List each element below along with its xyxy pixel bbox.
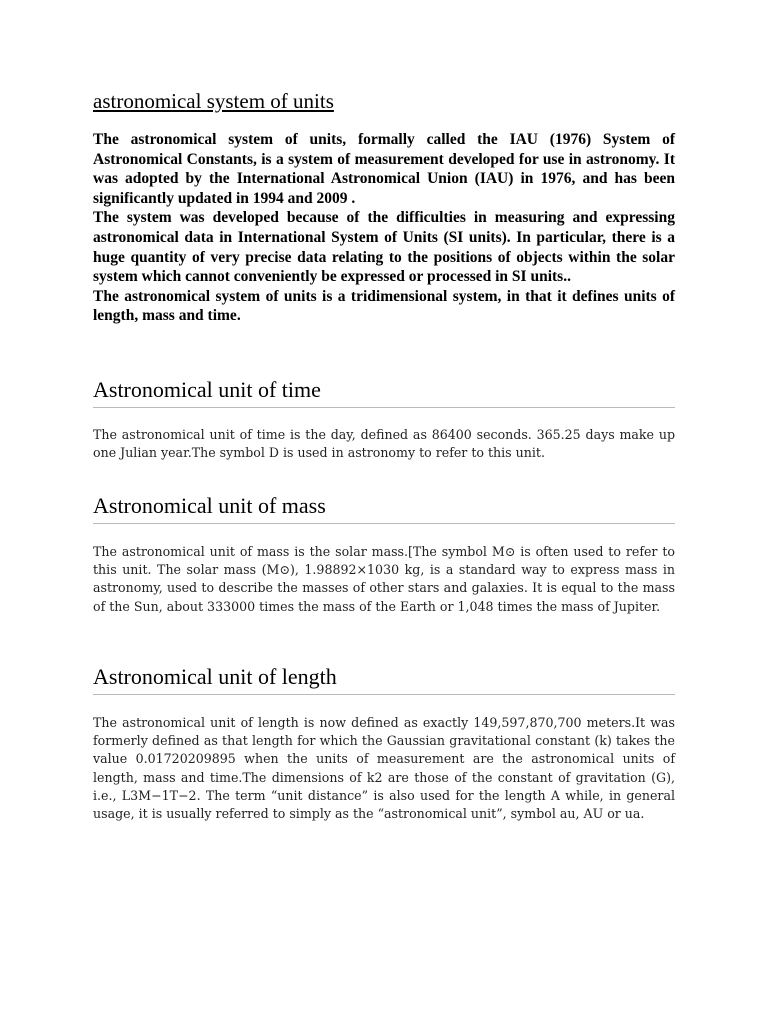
section-body-mass: The astronomical unit of mass is the solar mass.[The symbol M⊙ is often used to refer to this unit. The solar mass (M⊙), 1.98892×1030 kg, is a standard way to express mass in astronomy, used to describe the masses of other stars and galaxies. It is equal to the mass of the Sun, about 333000 times the mass of the Earth or 1,048 times the mass of Jupiter. [93,544,675,614]
intro-paragraph: The system was developed because of the difficulties in measuring and expressing astronomical data in International System of Units (SI units). In particular, there is a huge quantity of very precise data relating to the positions of objects within the solar system which cannot conveniently be expressed or processed in SI units.. [93,209,675,286]
intro-paragraph: The astronomical system of units, formally called the IAU (1976) System of Astronomical Constants, is a system of measurement developed for use in astronomy. It was adopted by the International Astronomical Union (IAU) in 1976, and has been significantly updated in 1994 and 2009 . [93,131,675,207]
section-body-time: The astronomical unit of time is the day, defined as 86400 seconds. 365.25 days make up one Julian year.The symbol D is used in astronomy to refer to this unit. [93,427,675,461]
section-heading-length: Astronomical unit of length [93,663,675,695]
section-body-length: The astronomical unit of length is now defined as exactly 149,597,870,700 meters.It was formerly defined as that length for which the Gaussian gravitational constant (k) takes the value 0.01720209895 when the units of measurement are the astronomical units of length, mass and time.The dimensions of k2 are those of the constant of gravitation (G), i.e., L3M−1T−2. The term “unit distance” is also used for the length A while, in general usage, it is usually referred to simply as the “astronomical unit”, symbol au, AU or ua. [93,715,675,822]
section-heading-mass: Astronomical unit of mass [93,492,675,524]
document-title: astronomical system of units [93,89,334,113]
intro-block [93,130,675,326]
intro-paragraph: The astronomical system of units is a tridimensional system, in that it defines units of length, mass and time. [93,287,675,325]
section-heading-time: Astronomical unit of time [93,376,675,408]
